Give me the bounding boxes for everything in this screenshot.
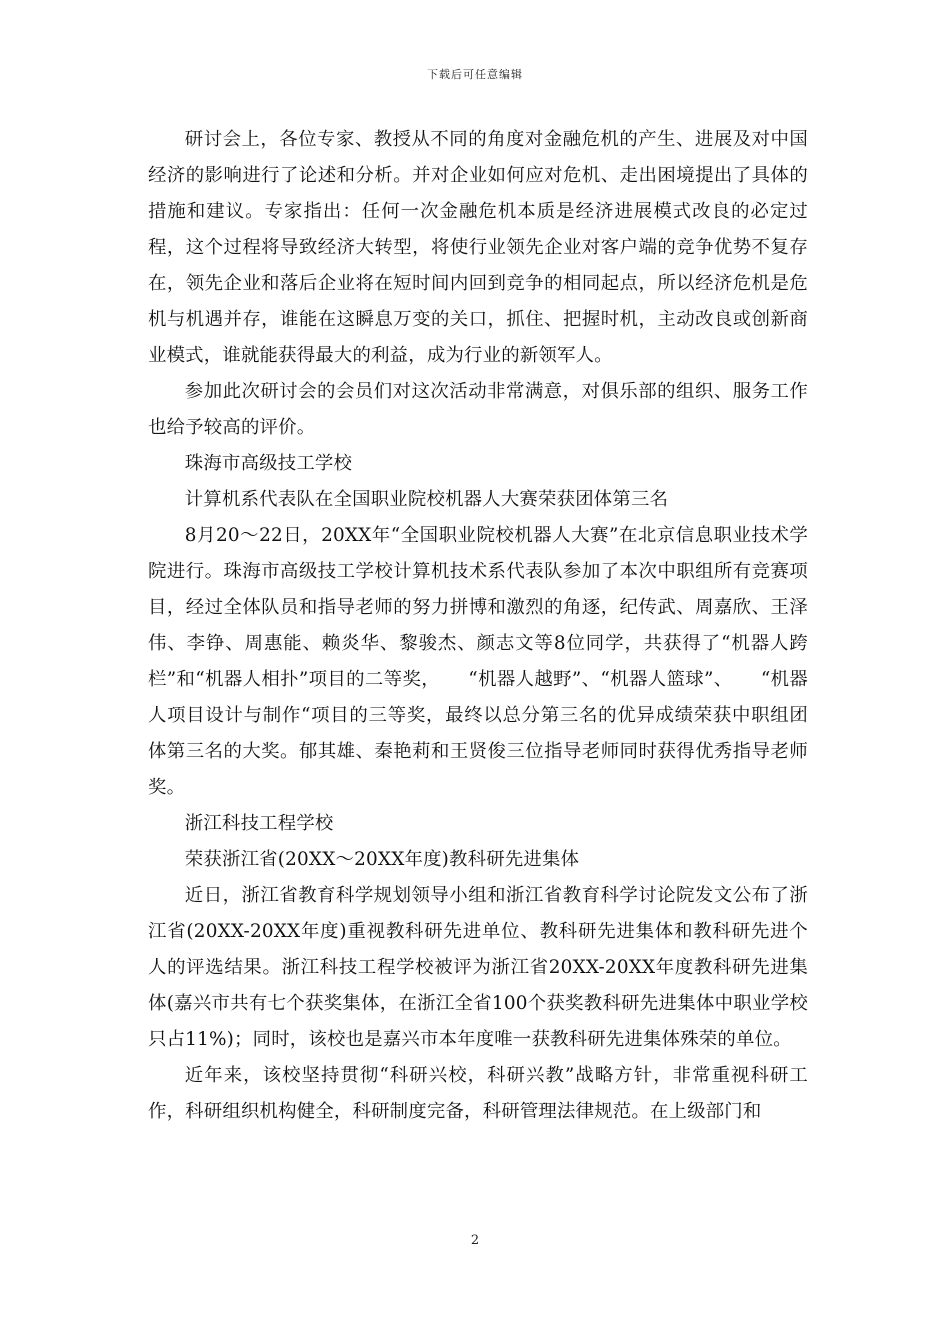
section-title-research-award: 荣获浙江省(20XX～20XX年度)教科研先进集体 [184,849,580,870]
paragraph-seminar-discussion: 研讨会上，各位专家、教授从不同的角度对金融危机的产生、进展及对中国经济的影响进行了论述和分析。并对企业如何应对危机、走出困境提出了具体的措施和建议。专家指出：任何一次金融危机本质是经济进展模式改良的必定过程，这个过程将导致经济大转型，将使行业领先企业对客户端的竞争优势不复存在，领先企业和落后企业将在短时间内回到竞争的相同起点，所以经济危机是危机与机遇并存，谁能在这瞬息万变的关口，抓住、把握时机，主动改良或创新商业模式，谁就能获得最大的利益，成为行业的新领军人。 [148,129,808,366]
paragraph-research-award: 近日，浙江省教育科学规划领导小组和浙江省教育科学讨论院发文公布了浙江省(20XX-20XX年度)重视教科研先进单位、教科研先进集体和教科研先进个人的评选结果。浙江科技工程学校被评为浙江省20XX-20XX年度教科研先进集体(嘉兴市共有七个获奖集体，在浙江全省100个获奖教科研先进集体中职业学校只占11%)；同时，该校也是嘉兴市本年度唯一获教科研先进集体殊荣的单位。 [148,885,808,1050]
document-body [148,122,808,1130]
paragraph-research-policy: 近年来，该校坚持贯彻“科研兴校，科研兴教”战略方针，非常重视科研工作，科研组织机构健全，科研制度完备，科研管理法律规范。在上级部门和 [148,1065,808,1122]
section-school-name-zhuhai: 珠海市高级技工学校 [184,453,353,474]
section-title-robot-contest: 计算机系代表队在全国职业院校机器人大赛荣获团体第三名 [184,489,669,510]
page-number: 2 [470,1233,480,1248]
page-header: 下载后可任意编辑 [427,68,523,81]
paragraph-member-feedback: 参加此次研讨会的会员们对这次活动非常满意，对俱乐部的组织、服务工作也给予较高的评价。 [148,381,808,438]
paragraph-robot-contest: 8月20～22日，20XX年“全国职业院校机器人大赛”在北京信息职业技术学院进行。珠海市高级技工学校计算机技术系代表队参加了本次中职组所有竞赛项目，经过全体队员和指导老师的努力拼博和激烈的角逐，纪传武、周嘉欣、王泽伟、李铮、周惠能、赖炎华、黎骏杰、颜志文等8位同学，共获得了“机器人跨栏”和“机器人相扑”项目的二等奖， “机器人越野”、“机器人篮球”、 “机器人项目设计与制作“项目的三等奖，最终以总分第三名的优异成绩荣获中职组团体第三名的大奖。郁其雄、秦艳莉和王贤俊三位指导老师同时获得优秀指导老师奖。 [148,525,808,798]
section-school-name-zhejiang: 浙江科技工程学校 [184,813,334,834]
